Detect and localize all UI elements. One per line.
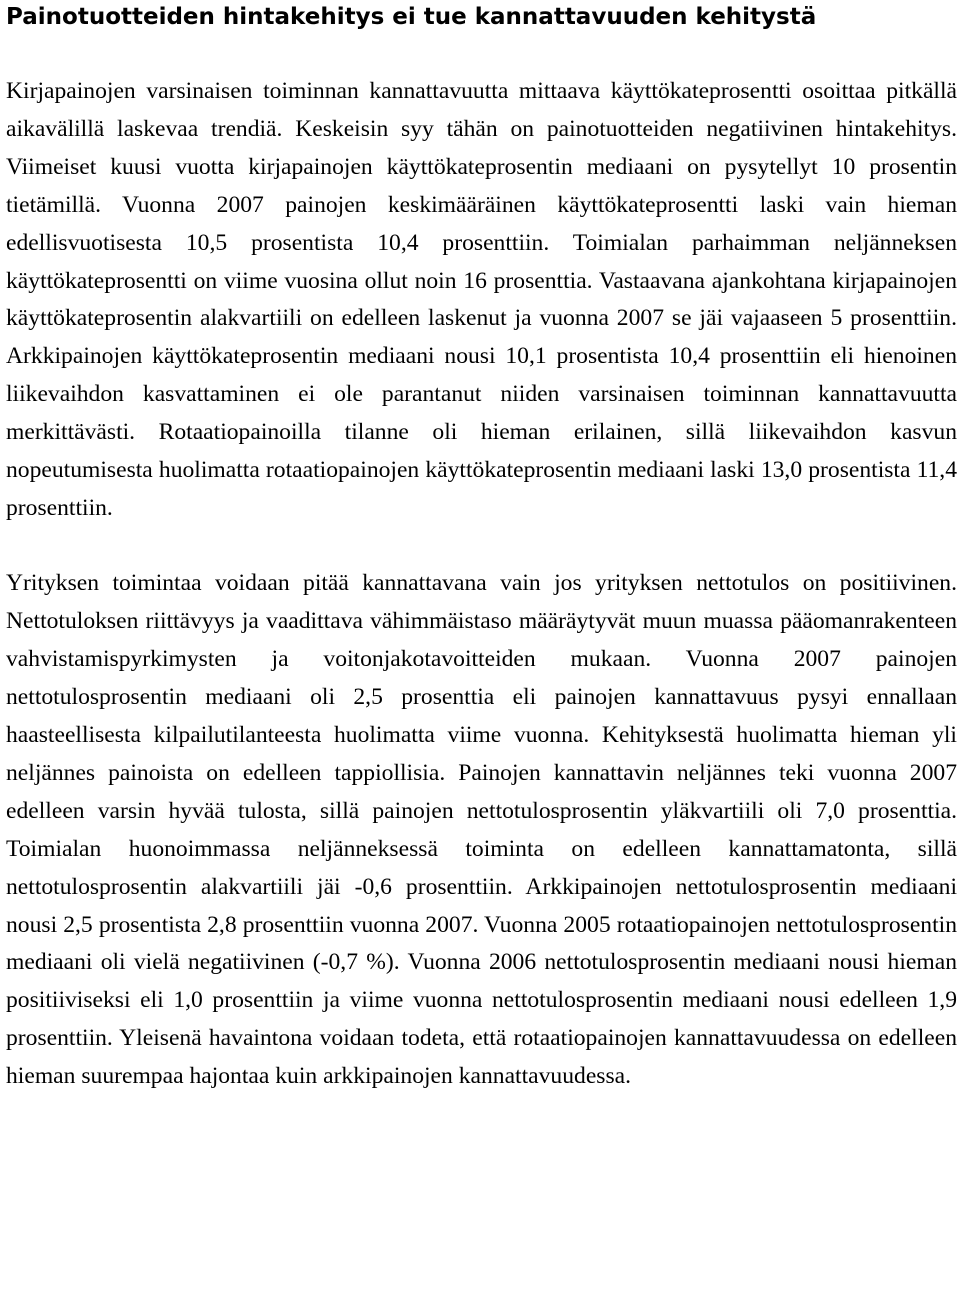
document-page	[6, 0, 957, 1096]
paragraph-net-result: Yrityksen toimintaa voidaan pitää kannattavana vain jos yrityksen nettotulos on positiivinen. Nettotuloksen riittävyys ja vaadittava vähimmäistaso määräytyvät muun muassa pääomanrakenteen vahvistamispyrkimysten ja voitonjakotavoitteiden mukaan. Vuonna 2007 painojen nettotulosprosentin mediaani oli 2,5 prosenttia eli painojen kannattavuus pysyi ennallaan haasteellisesta kilpailutilanteesta huolimatta viime vuonna. Kehityksestä huolimatta hieman yli neljännes painoista on edelleen tappiollisia. Painojen kannattavin neljännes teki vuonna 2007 edelleen varsin hyvää tulosta, sillä painojen nettotulosprosentin yläkvartiili oli 7,0 prosenttia. Toimialan huonoimmassa neljänneksessä toiminta on edelleen kannattamatonta, sillä nettotulosprosentin alakvartiili jäi -0,6 prosenttiin. Arkkipainojen nettotulosprosentin mediaani nousi 2,5 prosentista 2,8 prosenttiin vuonna 2007. Vuonna 2005 rotaatiopainojen nettotulosprosentin mediaani oli vielä negatiivinen (-0,7 %). Vuonna 2006 nettotulosprosentin mediaani nousi hieman positiiviseksi eli 1,0 prosenttiin ja viime vuonna nettotulosprosentin mediaani nousi edelleen 1,9 prosenttiin. Yleisenä havaintona voidaan todeta, että rotaatiopainojen kannattavuudessa on edelleen hieman suurempaa hajontaa kuin arkkipainojen kannattavuudessa.	[6, 570, 957, 1090]
paragraph-ebitda: Kirjapainojen varsinaisen toiminnan kannattavuutta mittaava käyttökateprosentti osoittaa pitkällä aikavälillä laskevaa trendiä. Keskeisin syy tähän on painotuotteiden negatiivinen hintakehitys. Viimeiset kuusi vuotta kirjapainojen käyttökateprosentin mediaani on pysytellyt 10 prosentin tietämillä. Vuonna 2007 painojen keskimääräinen käyttökateprosentti laski vain hieman edellisvuotisesta 10,5 prosentista 10,4 prosenttiin. Toimialan parhaimman neljänneksen käyttökateprosentti on viime vuosina ollut noin 16 prosenttia. Vastaavana ajankohtana kirjapainojen käyttökateprosentin alakvartiili on edelleen laskenut ja vuonna 2007 se jäi vajaaseen 5 prosenttiin. Arkkipainojen käyttökateprosentin mediaani nousi 10,1 prosentista 10,4 prosenttiin eli hienoinen liikevaihdon kasvattaminen ei ole parantanut niiden varsinaisen toiminnan kannattavuutta merkittävästi. Rotaatiopainoilla tilanne oli hieman erilainen, sillä liikevaihdon kasvun nopeutumisesta huolimatta rotaatiopainojen käyttökateprosentin mediaani laski 13,0 prosentista 11,4 prosenttiin.	[6, 78, 957, 521]
document-title: Painotuotteiden hintakehitys ei tue kannattavuuden kehitystä	[6, 4, 817, 30]
